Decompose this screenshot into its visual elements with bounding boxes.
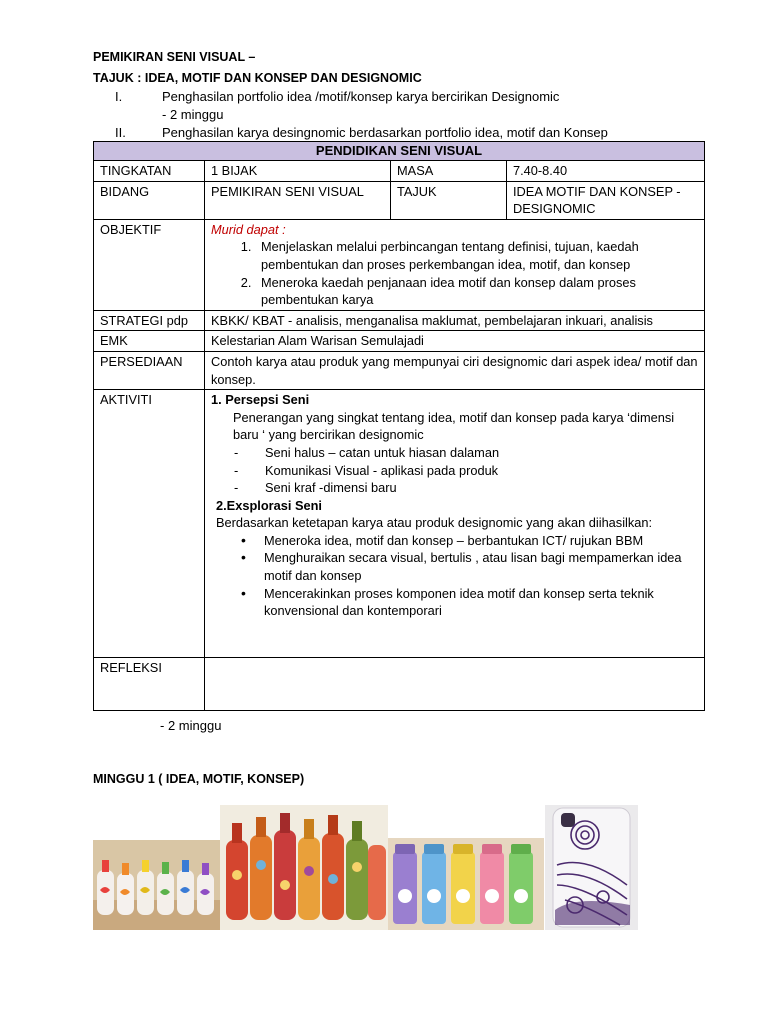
painted-bottles-photo-1 <box>93 840 220 930</box>
lesson-plan-table <box>93 141 705 711</box>
table-row <box>94 181 705 219</box>
section-text: Berdasarkan ketetapan karya atau produk designomic yang akan diihasilkan: <box>216 515 653 531</box>
bullet-list <box>211 532 698 620</box>
table-row <box>94 390 705 658</box>
table-title: PENDIDIKAN SENI VISUAL <box>94 142 705 161</box>
section-title: 2.Exsplorasi Seni <box>216 497 322 513</box>
value-tajuk: IDEA MOTIF DAN KONSEP - DESIGNOMIC <box>507 181 705 219</box>
label-emk: EMK <box>94 331 205 352</box>
week-heading: MINGGU 1 ( IDEA, MOTIF, KONSEP) <box>93 772 305 786</box>
painted-tumblers-photo <box>388 838 544 930</box>
doc-heading: PEMIKIRAN SENI VISUAL – <box>93 50 256 64</box>
value-emk: Kelestarian Alam Warisan Semulajadi <box>205 331 705 352</box>
list-item: - Seni halus – catan untuk hiasan dalaman <box>234 444 698 462</box>
value-bidang: PEMIKIRAN SENI VISUAL <box>205 181 391 219</box>
label-strategi: STRATEGI pdp <box>94 310 205 331</box>
value-tingkatan: 1 BIJAK <box>205 161 391 182</box>
list-item: 1. Menjelaskan melalui perbincangan tentang definisi, tujuan, kaedah pembentukan dan proses perkembangan idea, motif, dan konsep <box>255 238 698 273</box>
value-aktiviti <box>205 390 705 658</box>
label-objektif: OBJEKTIF <box>94 219 205 310</box>
value-masa: 7.40-8.40 <box>507 161 705 182</box>
example-photos <box>93 805 638 930</box>
outline-text: Penghasilan karya desingnomic berdasarkan portfolio idea, motif dan Konsep <box>162 125 608 140</box>
list-item: - Seni kraf -dimensi baru <box>234 479 698 497</box>
duration-note: - 2 minggu <box>160 718 222 733</box>
list-item: • Meneroka idea, motif dan konsep – berbantukan ICT/ rujukan BBM <box>241 532 698 550</box>
label-persediaan: PERSEDIAAN <box>94 351 205 389</box>
value-objektif <box>205 219 705 310</box>
table-row <box>94 310 705 331</box>
phone-case-mandala-photo <box>545 805 638 930</box>
doc-subheading: TAJUK : IDEA, MOTIF DAN KONSEP DAN DESIGNOMIC <box>93 71 422 85</box>
label-tingkatan: TINGKATAN <box>94 161 205 182</box>
value-refleksi <box>205 658 705 711</box>
value-persediaan: Contoh karya atau produk yang mempunyai ciri designomic dari aspek idea/ motif dan konsep. <box>205 351 705 389</box>
painted-bottles-photo-2 <box>220 805 388 930</box>
section-text: Penerangan yang singkat tentang idea, motif dan konsep pada karya ‘dimensi baru ‘ yang bercirikan designomic <box>233 409 675 443</box>
table-row <box>94 331 705 352</box>
list-item: - Komunikasi Visual - aplikasi pada produk <box>234 462 698 480</box>
section-title: 1. Persepsi Seni <box>211 392 310 408</box>
outline-subtext: - 2 minggu <box>162 107 224 122</box>
table-row <box>94 351 705 389</box>
label-tajuk: TAJUK <box>391 181 507 219</box>
value-strategi: KBKK/ KBAT - analisis, menganalisa maklumat, pembelajaran inkuari, analisis <box>205 310 705 331</box>
outline-number: II. <box>115 125 126 140</box>
table-row <box>94 658 705 711</box>
objektif-intro: Murid dapat : <box>211 221 286 237</box>
label-refleksi: REFLEKSI <box>94 658 205 711</box>
label-masa: MASA <box>391 161 507 182</box>
label-bidang: BIDANG <box>94 181 205 219</box>
table-row <box>94 161 705 182</box>
dash-list <box>211 444 698 497</box>
outline-text: Penghasilan portfolio idea /motif/konsep karya bercirikan Designomic <box>162 89 560 104</box>
label-aktiviti: AKTIVITI <box>94 390 205 658</box>
list-item: 2. Meneroka kaedah penjanaan idea motif dan konsep dalam proses pembentukan karya <box>255 274 698 309</box>
outline-number: I. <box>115 89 123 104</box>
list-item: • Menghuraikan secara visual, bertulis , atau lisan bagi mempamerkan idea motif dan konsep <box>241 549 698 584</box>
objektif-list <box>211 238 698 308</box>
list-item: • Mencerakinkan proses komponen idea motif dan konsep serta teknik konvensional dan kontemporari <box>241 585 698 620</box>
table-row <box>94 219 705 310</box>
